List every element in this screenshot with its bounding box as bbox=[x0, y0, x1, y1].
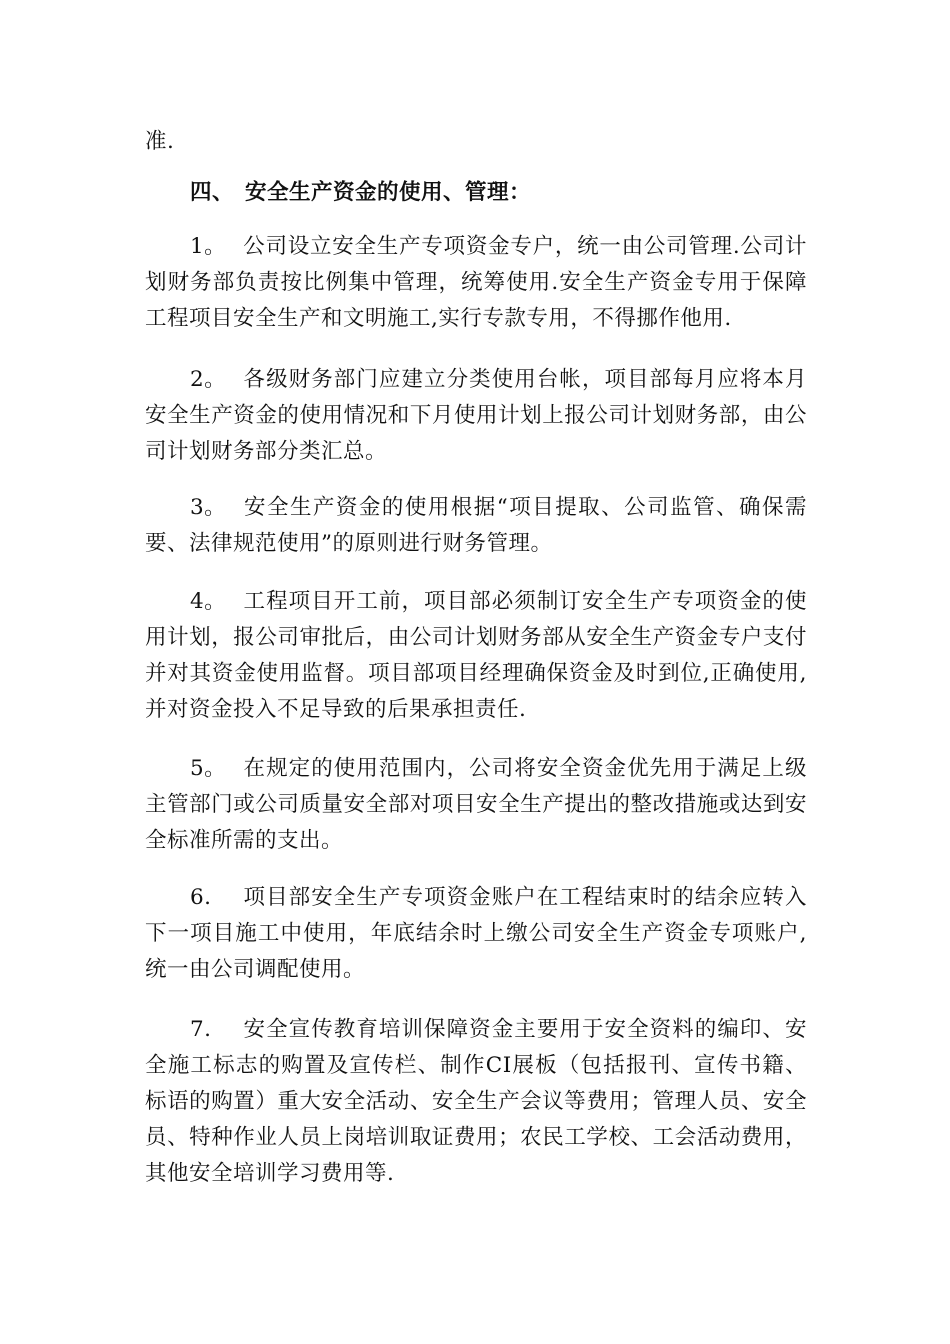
list-item-1 bbox=[145, 229, 807, 337]
item-number: 4。 bbox=[190, 589, 227, 614]
item-text: 安全宣传教育培训保障资金主要用于安全资料的编印、安全施工标志的购置及宣传栏、制作CI展板（包括报刊、宣传书籍、标语的购置）重大安全活动、安全生产会议等费用；管理人员、安全员、特种作业人员上岗培训取证费用；农民工学校、工会活动费用，其他安全培训学习费用等. bbox=[145, 1017, 807, 1186]
item-text: 各级财务部门应建立分类使用台帐，项目部每月应将本月安全生产资金的使用情况和下月使用计划上报公司计划财务部，由公司计划财务部分类汇总。 bbox=[145, 367, 807, 464]
continuation-paragraph bbox=[145, 124, 807, 160]
item-text: 工程项目开工前，项目部必须制订安全生产专项资金的使用计划，报公司审批后，由公司计划财务部从安全生产资金专户支付并对其资金使用监督。项目部项目经理确保资金及时到位,正确使用,并对资金投入不足导致的后果承担责任. bbox=[145, 589, 807, 722]
list-item-3 bbox=[145, 490, 807, 562]
list-item-4 bbox=[145, 584, 807, 728]
item-number: 7. bbox=[190, 1017, 212, 1042]
list-item-7 bbox=[145, 1012, 807, 1192]
item-text: 安全生产资金的使用根据“项目提取、公司监管、确保需要、法律规范使用”的原则进行财务管理。 bbox=[145, 495, 807, 556]
section-number: 四、 bbox=[190, 180, 235, 205]
list-item-5 bbox=[145, 751, 807, 859]
item-number: 6. bbox=[190, 885, 212, 910]
item-number: 1。 bbox=[190, 234, 227, 259]
list-item-2 bbox=[145, 362, 807, 470]
item-number: 3。 bbox=[190, 495, 227, 520]
section-heading bbox=[145, 175, 807, 211]
list-item-6 bbox=[145, 880, 807, 988]
item-number: 2。 bbox=[190, 367, 227, 392]
continuation-text: 准. bbox=[145, 129, 175, 154]
item-text: 项目部安全生产专项资金账户在工程结束时的结余应转入下一项目施工中使用，年底结余时上缴公司安全生产资金专项账户,统一由公司调配使用。 bbox=[145, 885, 807, 982]
item-number: 5。 bbox=[190, 756, 227, 781]
item-text: 公司设立安全生产专项资金专户，统一由公司管理.公司计划财务部负责按比例集中管理，统筹使用.安全生产资金专用于保障工程项目安全生产和文明施工,实行专款专用，不得挪作他用. bbox=[145, 234, 807, 331]
item-text: 在规定的使用范围内，公司将安全资金优先用于满足上级主管部门或公司质量安全部对项目安全生产提出的整改措施或达到安全标准所需的支出。 bbox=[145, 756, 807, 853]
section-title: 安全生产资金的使用、管理： bbox=[245, 180, 532, 205]
